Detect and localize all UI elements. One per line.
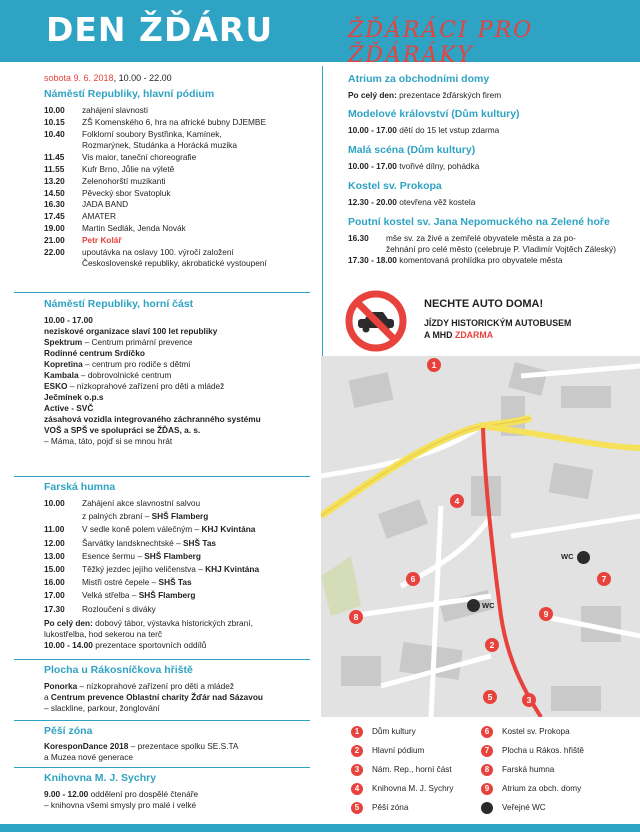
divider [14, 292, 310, 293]
event-text: Zelenohorští muzikanti [82, 175, 166, 186]
performer: SHŠ Flamberg [151, 511, 209, 522]
schedule-event [82, 188, 171, 198]
schedule-event [82, 129, 222, 139]
schedule-time: 10.00 [44, 105, 65, 115]
header-bar [0, 0, 640, 68]
text: tvořivé dílny, pohádka [396, 161, 480, 171]
legend-item [481, 783, 581, 795]
schedule-time: 12.00 [44, 537, 65, 548]
schedule-event [82, 223, 186, 233]
event-text: Československé republiky, akrobatické vystoupení [82, 258, 267, 269]
text-line [348, 233, 616, 244]
legend-item [481, 764, 554, 776]
section-body [348, 161, 479, 172]
event-text: zahájení slavnosti [82, 105, 148, 115]
section-title: Modelové království (Dům kultury) [348, 108, 520, 120]
legend-number: 3 [351, 764, 363, 776]
text-line: – slackline, parkour, žonglování [44, 703, 160, 713]
text: prezentace sportovních oddílů [92, 640, 207, 650]
section-title: Knihovna M. J. Sychry [44, 772, 157, 784]
schedule-time: 22.00 [44, 246, 65, 257]
section-body [44, 681, 263, 714]
time-range: 17.30 - 18.00 [348, 255, 397, 265]
org-desc: – nízkoprahové zařízení pro děti a mládež [67, 381, 225, 391]
divider [14, 767, 310, 768]
map-legend [345, 724, 635, 819]
map-pin-2[interactable]: 2 [485, 638, 499, 652]
event-text: Těžký jezdec jejího veličenstva – [82, 564, 206, 574]
date-time: , 10.00 - 22.00 [113, 73, 172, 83]
org-desc: – Centrum primární prevence [82, 337, 193, 347]
event-text: Mistři ostré čepele – [82, 577, 159, 588]
map-pin-8[interactable]: 8 [349, 610, 363, 624]
performer: SHŠ Tas [183, 537, 217, 548]
text-line: Ječmínek o.p.s [44, 392, 104, 402]
event-text: Velká střelba – [82, 590, 139, 601]
legend-number: 8 [481, 764, 493, 776]
legend-number: 6 [481, 726, 493, 738]
legend-number: 1 [351, 726, 363, 738]
schedule-time: 17.00 [44, 590, 65, 601]
text: žehnání pro celé město (celebruje P. Vladimír Vojtěch Záleský) [386, 244, 616, 254]
map-pin-5[interactable]: 5 [483, 690, 497, 704]
event-text: Rozloučení s diváky [82, 603, 156, 614]
schedule-time: 10.15 [44, 116, 65, 127]
org-desc: – prezentace spolku SE.S.TA [128, 741, 239, 751]
time-range: 9.00 - 12.00 [44, 789, 89, 799]
text-line [44, 370, 261, 381]
legend-label: Knihovna M. J. Sychry [372, 784, 454, 794]
legend-label: Farská humna [502, 765, 555, 775]
schedule-time: 19.00 [44, 223, 65, 233]
schedule-time: 17.45 [44, 211, 65, 222]
event-text: Šarvátky landsknechtské – [82, 537, 183, 548]
page-title: DEN ŽĎÁRU [46, 10, 274, 49]
campaign-heading: NECHTE AUTO DOMA! [424, 298, 544, 310]
schedule-time: 16.00 [44, 577, 65, 588]
schedule-event [82, 538, 216, 548]
divider [14, 476, 310, 477]
org-name: Kambala [44, 370, 79, 380]
section-title: Atrium za obchodními domy [348, 73, 490, 85]
divider [14, 720, 310, 721]
text: otevřena věž kostela [396, 197, 476, 207]
event-text: V sedle koně polem válečným – [82, 524, 202, 535]
text-line: – knihovna všemi smysly pro malé i velké [44, 800, 197, 810]
org-desc: – nízkoprahové zařízení pro děti a mládež [77, 681, 235, 691]
event-date [44, 73, 172, 83]
schedule-event [82, 152, 196, 162]
schedule-event [82, 117, 266, 127]
schedule-event [82, 105, 148, 115]
legend-item [351, 802, 408, 814]
text: dětí do 15 let vstup zdarma [396, 125, 500, 135]
schedule-event [82, 564, 259, 574]
legend-number: 7 [481, 745, 493, 757]
legend-label: Hlavní pódium [372, 746, 425, 756]
schedule-time: 13.20 [44, 175, 65, 186]
schedule-time: 16.30 [44, 199, 65, 210]
schedule-event [82, 551, 201, 561]
wc-pin[interactable] [467, 599, 480, 612]
campaign-text [424, 317, 571, 341]
map-pin-6[interactable]: 6 [406, 572, 420, 586]
time-range: 10.00 - 17.00 [348, 125, 397, 135]
column-divider [322, 66, 323, 356]
date-day: sobota 9. 6. 2018 [44, 73, 114, 83]
schedule-time: 13.00 [44, 550, 65, 561]
schedule-event [82, 524, 255, 534]
text: A MHD [424, 330, 455, 340]
event-text: Pěvecký sbor Svatopluk [82, 187, 171, 198]
org-name: KoresponDance 2018 [44, 741, 129, 751]
org-name: ESKO [44, 381, 68, 391]
legend-item [351, 764, 452, 776]
org-name: Ponorka [44, 681, 78, 691]
section-title: Farská humna [44, 481, 116, 493]
schedule-time: 11.00 [44, 524, 65, 535]
legend-item [351, 726, 416, 738]
event-text: Petr Kolář [82, 234, 122, 245]
section-title: Náměstí Republiky, hlavní pódium [44, 88, 215, 100]
schedule-event [82, 511, 208, 521]
time-range: 10.00 - 17.00 [348, 161, 397, 171]
section-body [44, 618, 253, 651]
legend-number: 5 [351, 802, 363, 814]
legend-label: Plocha u Rákos. hřiště [502, 746, 584, 756]
event-text: Rozmarýnek, Studánka a Horácká muzika [82, 140, 237, 151]
text-line [44, 692, 263, 703]
event-text: Esence šermu – [82, 550, 145, 561]
schedule-time: 11.55 [44, 164, 65, 174]
event-text: z palných zbraní – [82, 511, 152, 522]
section-title: Pěší zóna [44, 725, 93, 737]
text-line [44, 337, 261, 348]
schedule-time: 17.30 [44, 603, 65, 614]
text-line: lukostřelba, hod sekerou na terč [44, 629, 163, 639]
legend-item [481, 745, 584, 757]
legend-label: Atrium za obch. domy [502, 784, 582, 794]
event-text: JADA BAND [82, 199, 129, 210]
map-pin-7[interactable]: 7 [597, 572, 611, 586]
text-line: Active - SVČ [44, 403, 94, 413]
wc-label: WC [482, 601, 495, 610]
text: oddělení pro dospělé čtenáře [88, 789, 199, 799]
text: dobový tábor, výstavka historických zbraní, [92, 618, 253, 628]
text-line: Rodinné centrum Srdíčko [44, 348, 145, 358]
schedule-event [82, 211, 116, 221]
section-body [348, 197, 475, 208]
org-name: Spektrum [44, 337, 83, 347]
legend-label: Nám. Rep., horní část [372, 765, 452, 775]
legend-label: Dům kultury [372, 727, 416, 737]
time-range: 10.00 - 14.00 [44, 640, 93, 650]
legend-item [351, 783, 453, 795]
legend-number: 4 [351, 783, 363, 795]
legend-label: Pěší zóna [372, 803, 409, 813]
event-text: Zahájení akce slavnostní salvou [82, 498, 201, 508]
schedule-event [82, 258, 267, 268]
free-label: ZDARMA [454, 330, 494, 340]
text-line [348, 244, 616, 255]
divider [14, 659, 310, 660]
performer: SHŠ Tas [158, 577, 192, 588]
event-text: Martin Sedlák, Jenda Novák [82, 223, 186, 233]
schedule-event [82, 577, 192, 587]
event-text: Kufr Brno, Jůlie na výletě [82, 164, 175, 174]
section-body [44, 741, 238, 763]
text-line [44, 789, 198, 800]
section-body [44, 789, 198, 811]
performer: KHJ Kvintána [201, 524, 256, 535]
text: mše sv. za živé a zemřelé obyvatele města a za po- [386, 233, 576, 243]
wc-dot-icon [481, 802, 493, 814]
text-line: – Máma, táto, pojď si se mnou hrát [44, 436, 173, 446]
org-desc: – centrum pro rodiče s dětmi [82, 359, 191, 369]
map-pin-3[interactable]: 3 [522, 693, 536, 707]
event-text: upoutávka na oslavy 100. výročí založení [82, 246, 234, 257]
schedule-event [82, 164, 174, 174]
section-body [44, 315, 261, 447]
section-body [348, 233, 616, 266]
text-line [44, 681, 263, 692]
performer: SHŠ Flamberg [138, 590, 196, 601]
schedule-event [82, 235, 122, 245]
legend-label: Veřejné WC [502, 803, 546, 813]
legend-number: 2 [351, 745, 363, 757]
text-line [44, 741, 238, 752]
wc-pin[interactable] [577, 551, 590, 564]
text: komentovaná prohlídka pro obyvatele města [396, 255, 563, 265]
text: a [44, 692, 51, 702]
text: prezentace žďárských firem [396, 90, 502, 100]
map-pin-4[interactable]: 4 [450, 494, 464, 508]
slogan: ŽĎÁRÁCI PRO ŽĎÁRÁKY [348, 18, 534, 68]
schedule-time: 21.00 [44, 234, 65, 245]
schedule-event [82, 498, 200, 508]
text-line: zásahová vozidla integrovaného záchranného systému [44, 414, 261, 424]
legend-number: 9 [481, 783, 493, 795]
legend-item [481, 726, 570, 738]
section-title: Plocha u Rákosníčkova hřiště [44, 664, 193, 676]
map-pin-9[interactable]: 9 [539, 607, 553, 621]
legend-label: Kostel sv. Prokopa [502, 727, 570, 737]
org-name: Centrum prevence Oblastní charity Žďár nad Sázavou [50, 692, 263, 702]
text-line: neziskové organizace slaví 100 let republiky [44, 326, 218, 336]
section-title: Malá scéna (Dům kultury) [348, 144, 476, 156]
section-body [348, 125, 499, 136]
schedule-time: 10.40 [44, 128, 65, 139]
event-text: Folklorní soubory Bystřinka, Kamínek, [82, 128, 222, 139]
text-line [348, 255, 616, 266]
section-title: Náměstí Republiky, horní část [44, 298, 194, 310]
legend-item [481, 802, 546, 814]
performer: SHŠ Flamberg [144, 550, 201, 561]
schedule-time: 10.00 [44, 498, 65, 508]
no-car-icon [344, 289, 408, 353]
schedule-event [82, 604, 156, 614]
footer-bar [0, 824, 640, 832]
schedule-time: 11.45 [44, 152, 65, 163]
text-line: JÍZDY HISTORICKÝM AUTOBUSEM [424, 318, 572, 328]
section-title: Poutní kostel sv. Jana Nepomuckého na Zelené hoře [348, 216, 610, 228]
schedule-event [82, 140, 237, 150]
label: Po celý den: [348, 90, 397, 100]
org-desc: – dobrovolnické centrum [78, 370, 172, 380]
legend-item [351, 745, 424, 757]
event-text: ZŠ Komenského 6, hra na africké bubny DJEMBE [82, 116, 267, 127]
label: Po celý den: [44, 618, 93, 628]
time: 16.30 [348, 233, 369, 243]
map-pin-1[interactable]: 1 [427, 358, 441, 372]
section-title: Kostel sv. Prokopa [348, 180, 442, 192]
schedule-event [82, 199, 128, 209]
text-line [424, 329, 571, 341]
text-line [44, 618, 253, 629]
time-range: 10.00 - 17.00 [44, 315, 93, 325]
time-range: 12.30 - 20.00 [348, 197, 397, 207]
schedule-time: 14.50 [44, 187, 65, 198]
wc-label: WC [561, 552, 574, 561]
text-line [44, 381, 261, 392]
section-body [348, 90, 501, 101]
text-line: a Muzea nové generace [44, 752, 134, 762]
schedule-event [82, 590, 195, 600]
schedule-time: 15.00 [44, 564, 65, 574]
map-graphic [321, 356, 640, 717]
text-line [44, 640, 253, 651]
event-text: AMATER [82, 211, 116, 222]
schedule-event [82, 176, 165, 186]
city-map[interactable] [321, 356, 640, 717]
schedule-event [82, 247, 234, 257]
event-text: Vis maior, taneční choreografie [82, 152, 197, 163]
performer: KHJ Kvintána [205, 564, 260, 574]
org-name: Kopretina [44, 359, 83, 369]
text-line: VOŠ a SPŠ ve spolupráci se ŽĎAS, a. s. [44, 425, 201, 435]
text-line [44, 359, 261, 370]
